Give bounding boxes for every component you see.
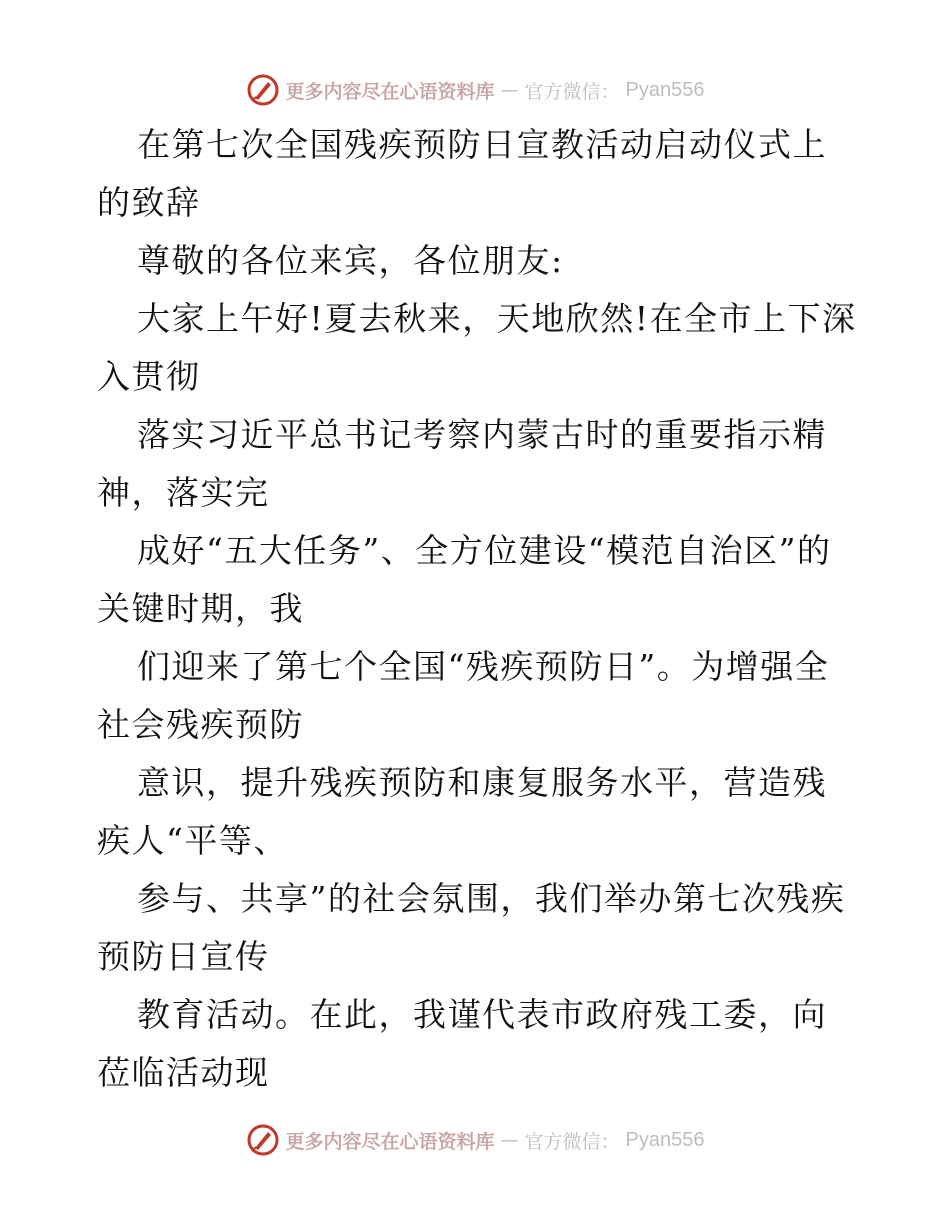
document-title: 在第七次全国残疾预防日宣教活动启动仪式上的致辞 [97, 125, 827, 222]
body-paragraph: 成好“五大任务”、全方位建设“模范自治区”的关键时期，我 [97, 531, 832, 628]
watermark-contact-label: 官方微信： [524, 1130, 620, 1153]
body-paragraph: 参与、共享”的社会氛围，我们举办第七次残疾预防日宣传 [97, 879, 846, 976]
watermark-dash: — [500, 79, 519, 101]
quill-circle-logo-icon [246, 73, 280, 107]
watermark-dash: — [500, 1129, 519, 1151]
quill-circle-logo-icon [246, 1123, 280, 1157]
body-paragraph: 大家上午好!夏去秋来，天地欣然!在全市上下深入贯彻 [97, 299, 857, 396]
header-watermark [0, 70, 950, 110]
watermark-contact-label: 官方微信： [524, 80, 620, 103]
watermark-brand: 更多内容尽在心语资料库 [285, 1130, 495, 1153]
body-paragraph: 教育活动。在此，我谨代表市政府残工委，向莅临活动现 [97, 995, 827, 1092]
body-paragraph: 落实习近平总书记考察内蒙古时的重要指示精神，落实完 [97, 415, 827, 512]
watermark-contact-id: Pyan556 [625, 78, 705, 101]
watermark-brand: 更多内容尽在心语资料库 [285, 80, 495, 103]
footer-watermark [0, 1120, 950, 1160]
body-paragraph: 意识，提升残疾预防和康复服务水平，营造残疾人“平等、 [97, 763, 827, 860]
salutation: 尊敬的各位来宾，各位朋友: [137, 241, 564, 280]
document-body [97, 116, 857, 1102]
watermark-contact-id: Pyan556 [625, 1128, 705, 1151]
body-paragraph: 们迎来了第七个全国“残疾预防日”。为增强全社会残疾预防 [97, 647, 830, 744]
